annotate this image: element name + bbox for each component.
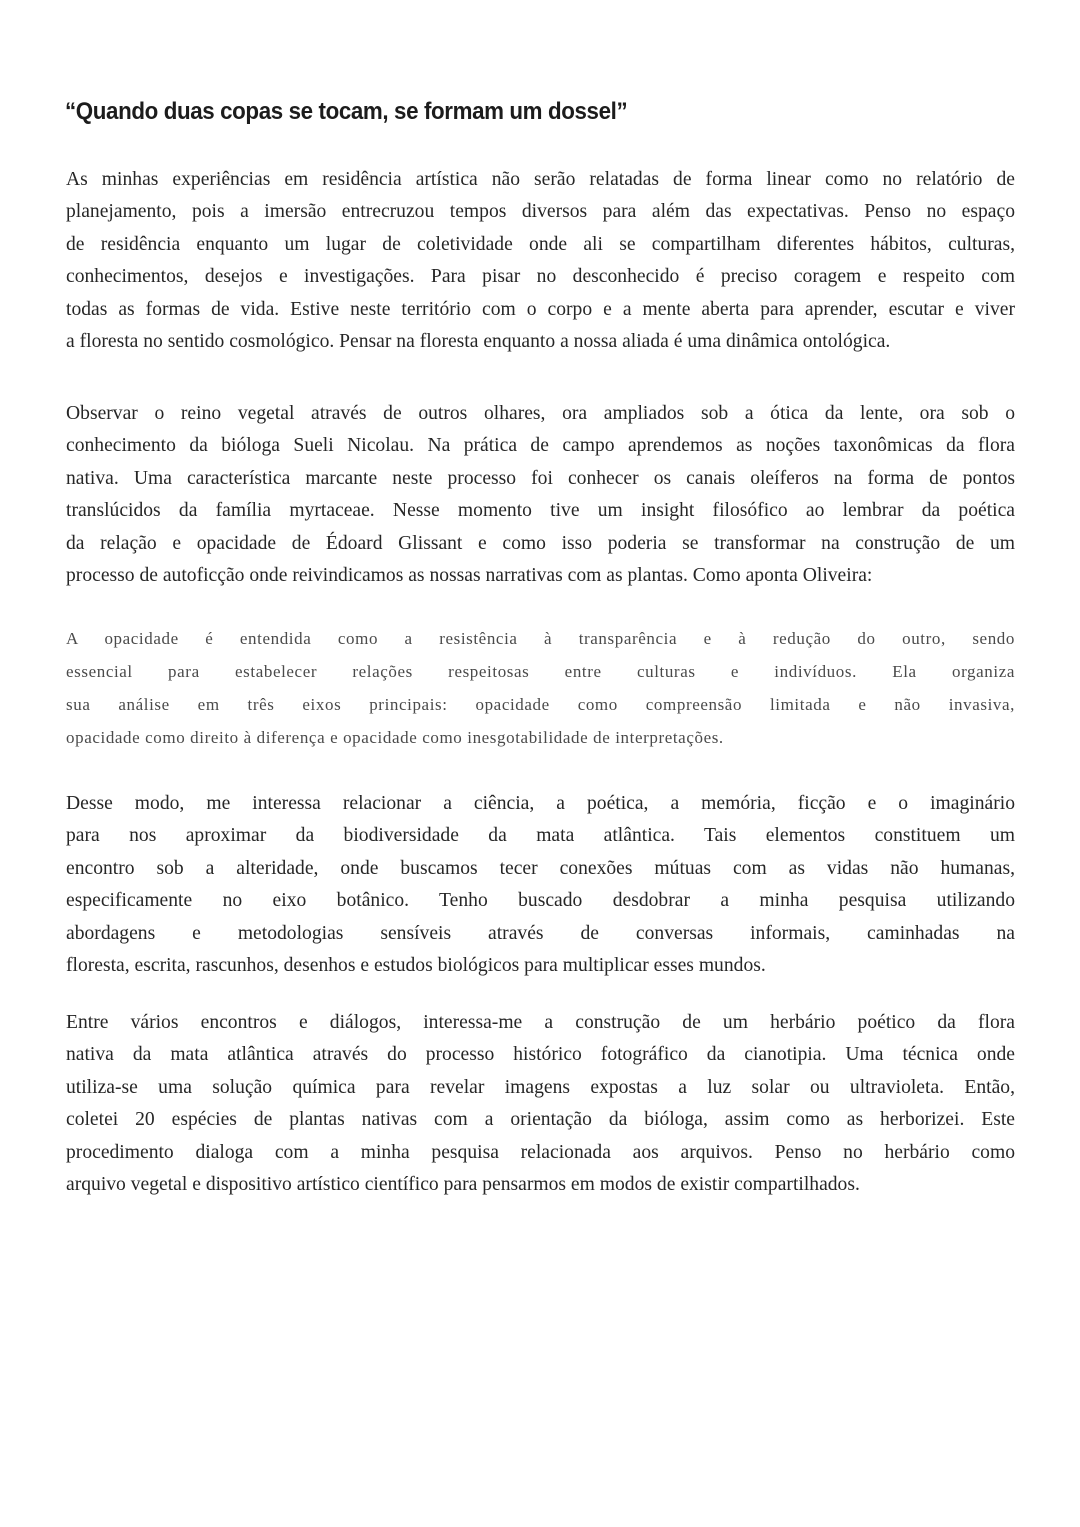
text-line: conhecimentos, desejos e investigações. Para pisar no desconhecido é preciso coragem e respeito com (66, 266, 1015, 288)
quote-line: essencial para estabelecer relações respeitosas entre culturas e indivíduos. Ela organiza (66, 662, 1015, 681)
text-line: da relação e opacidade de Édoard Glissant e como isso poderia se transformar na construção de um (66, 532, 1015, 554)
quote-line: sua análise em três eixos principais: opacidade como compreensão limitada e não invasiva, (66, 695, 1015, 714)
paragraph-vegetal-kingdom (66, 398, 1015, 592)
text-line: a floresta no sentido cosmológico. Pensar na floresta enquanto a nossa aliada é uma dinâmica ontológica. (66, 330, 891, 352)
paragraph-science-poetics (66, 788, 1015, 982)
paragraph-residency-experiences (66, 164, 1015, 358)
text-line: As minhas experiências em residência artística não serão relatadas de forma linear como no relatório de (66, 169, 1015, 190)
text-line: nativa. Uma característica marcante neste processo foi conhecer os canais oleíferos na forma de pontos (66, 467, 1015, 489)
text-line: nativa da mata atlântica através do processo histórico fotográfico da cianotipia. Uma técnica onde (66, 1044, 1015, 1066)
text-line: planejamento, pois a imersão entrecruzou tempos diversos para além das expectativas. Penso no espaço (66, 201, 1015, 223)
text-line: Observar o reino vegetal através de outros olhares, ora ampliados sob a ótica da lente, ora sob o (66, 403, 1015, 424)
text-line: coletei 20 espécies de plantas nativas com a orientação da bióloga, assim como as herborizei. Este (66, 1109, 1015, 1131)
text-line: abordagens e metodologias sensíveis através de conversas informais, caminhadas na (66, 922, 1015, 944)
text-line: Entre vários encontros e diálogos, interessa-me a construção de um herbário poético da flora (66, 1012, 1015, 1033)
paragraph-poetic-herbarium (66, 1007, 1015, 1201)
text-line: processo de autoficção onde reivindicamos as nossas narrativas com as plantas. Como aponta Oliveira: (66, 564, 873, 586)
text-line: arquivo vegetal e dispositivo artístico científico para pensarmos em modos de existir compartilhados. (66, 1173, 860, 1195)
block-quote-oliveira (66, 622, 1015, 754)
text-line: conhecimento da bióloga Sueli Nicolau. Na prática de campo aprendemos as noções taxonômicas da flora (66, 435, 1015, 457)
text-line: floresta, escrita, rascunhos, desenhos e estudos biológicos para multiplicar esses mundos. (66, 954, 766, 976)
text-line: de residência enquanto um lugar de coletividade onde ali se compartilham diferentes hábitos, culturas, (66, 233, 1015, 255)
text-line: procedimento dialoga com a minha pesquisa relacionada aos arquivos. Penso no herbário como (66, 1141, 1015, 1163)
text-line: especificamente no eixo botânico. Tenho buscado desdobrar a minha pesquisa utilizando (66, 890, 1015, 912)
page-title: “Quando duas copas se tocam, se formam um dossel” (65, 98, 628, 125)
text-line: translúcidos da família myrtaceae. Nesse momento tive um insight filosófico ao lembrar da poética (66, 500, 1015, 522)
quote-line: A opacidade é entendida como a resistência à transparência e à redução do outro, sendo (66, 629, 1015, 648)
text-line: utiliza-se uma solução química para revelar imagens expostas a luz solar ou ultravioleta. Então, (66, 1076, 1015, 1098)
text-line: para nos aproximar da biodiversidade da mata atlântica. Tais elementos constituem um (66, 825, 1015, 847)
text-line: todas as formas de vida. Estive neste território com o corpo e a mente aberta para aprender, escutar e viver (66, 298, 1015, 320)
text-line: encontro sob a alteridade, onde buscamos tecer conexões mútuas com as vidas não humanas, (66, 857, 1015, 879)
quote-line: opacidade como direito à diferença e opacidade como inesgotabilidade de interpretações. (66, 728, 724, 747)
text-line: Desse modo, me interessa relacionar a ciência, a poética, a memória, ficção e o imaginário (66, 793, 1015, 814)
